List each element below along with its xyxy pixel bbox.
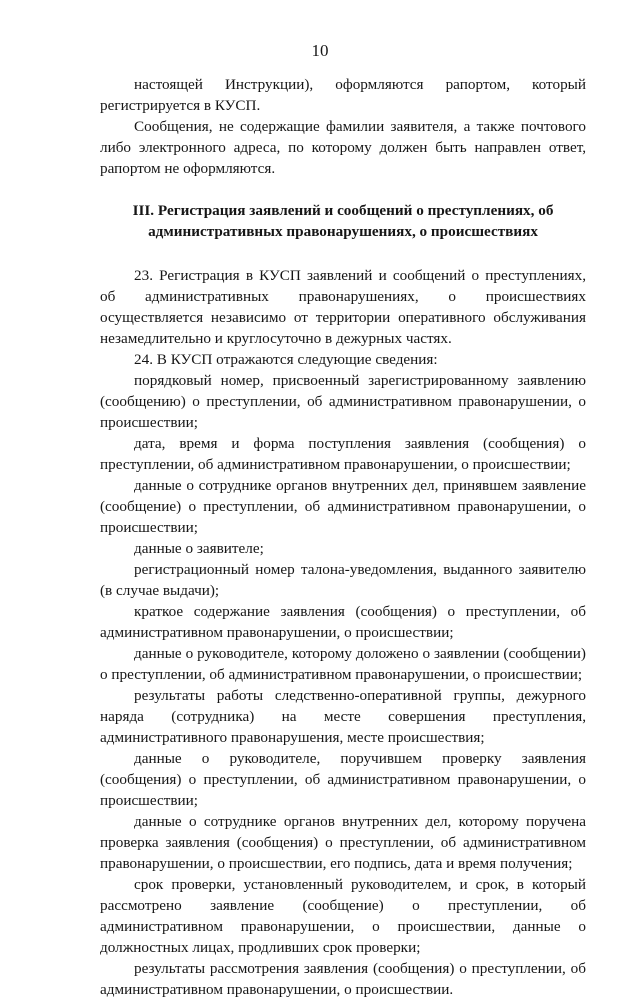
list-item-review-deadline: срок проверки, установленный руководителем, и срок, в который рассмотрено заявление (сообщение) о преступлении, об административном правонарушении, о происшествии, данные о должностных лицах, продливших срок проверки; [100,876,586,956]
list-item-serial-number: порядковый номер, присвоенный зарегистрированному заявлению (сообщению) о преступлении, об административном правонарушении, о происшествии; [100,372,586,431]
document-body [100,74,586,1000]
list-item-assigning-supervisor: данные о руководителе, поручившем проверку заявления (сообщения) о преступлении, об административном правонарушении, о происшествии; [100,750,586,809]
paragraph-item-24: 24. В КУСП отражаются следующие сведения: [134,351,438,368]
page-number: 10 [311,41,329,60]
list-item-review-results: результаты рассмотрения заявления (сообщения) о преступлении, об административном правонарушении, о происшествии. [100,960,586,998]
list-item-investigation-results: результаты работы следственно-оперативной группы, дежурного наряда (сотрудника) на месте совершения преступления, административного правонарушения, месте происшествия; [100,687,586,746]
paragraph-continuation: настоящей Инструкции), оформляются рапортом, который регистрируется в КУСП. [100,76,586,114]
list-item-assigned-officer: данные о сотруднике органов внутренних дел, которому поручена проверка заявления (сообщения) о преступлении, об административном правонарушении, о происшествии, его подпись, дата и время получения; [100,813,586,872]
section-heading: III. Регистрация заявлений и сообщений о преступлениях, об административных правонарушениях, о происшествиях [132,202,554,240]
list-item-coupon-number: регистрационный номер талона-уведомления, выданного заявителю (в случае выдачи); [100,561,586,599]
paragraph-item-23: 23. Регистрация в КУСП заявлений и сообщений о преступлениях, об административных правонарушениях, о происшествиях осуществляется независимо от территории оперативного обслуживания незамедлительно и круглосуточно в дежурных частях. [100,267,586,347]
list-item-receiving-officer: данные о сотруднике органов внутренних дел, принявшем заявление (сообщение) о преступлении, об административном правонарушении, о происшествии; [100,477,586,536]
list-item-receipt-date: дата, время и форма поступления заявления (сообщения) о преступлении, об административном правонарушении, о происшествии; [100,435,586,473]
list-item-applicant: данные о заявителе; [134,540,264,557]
list-item-summary: краткое содержание заявления (сообщения) о преступлении, об административном правонарушении, о происшествии; [100,603,586,641]
list-item-reported-supervisor: данные о руководителе, которому доложено о заявлении (сообщении) о преступлении, об административном правонарушении, о происшествии; [100,645,586,683]
paragraph-anonymous-reports: Сообщения, не содержащие фамилии заявителя, а также почтового либо электронного адреса, по которому должен быть направлен ответ, рапортом не оформляются. [100,118,586,177]
